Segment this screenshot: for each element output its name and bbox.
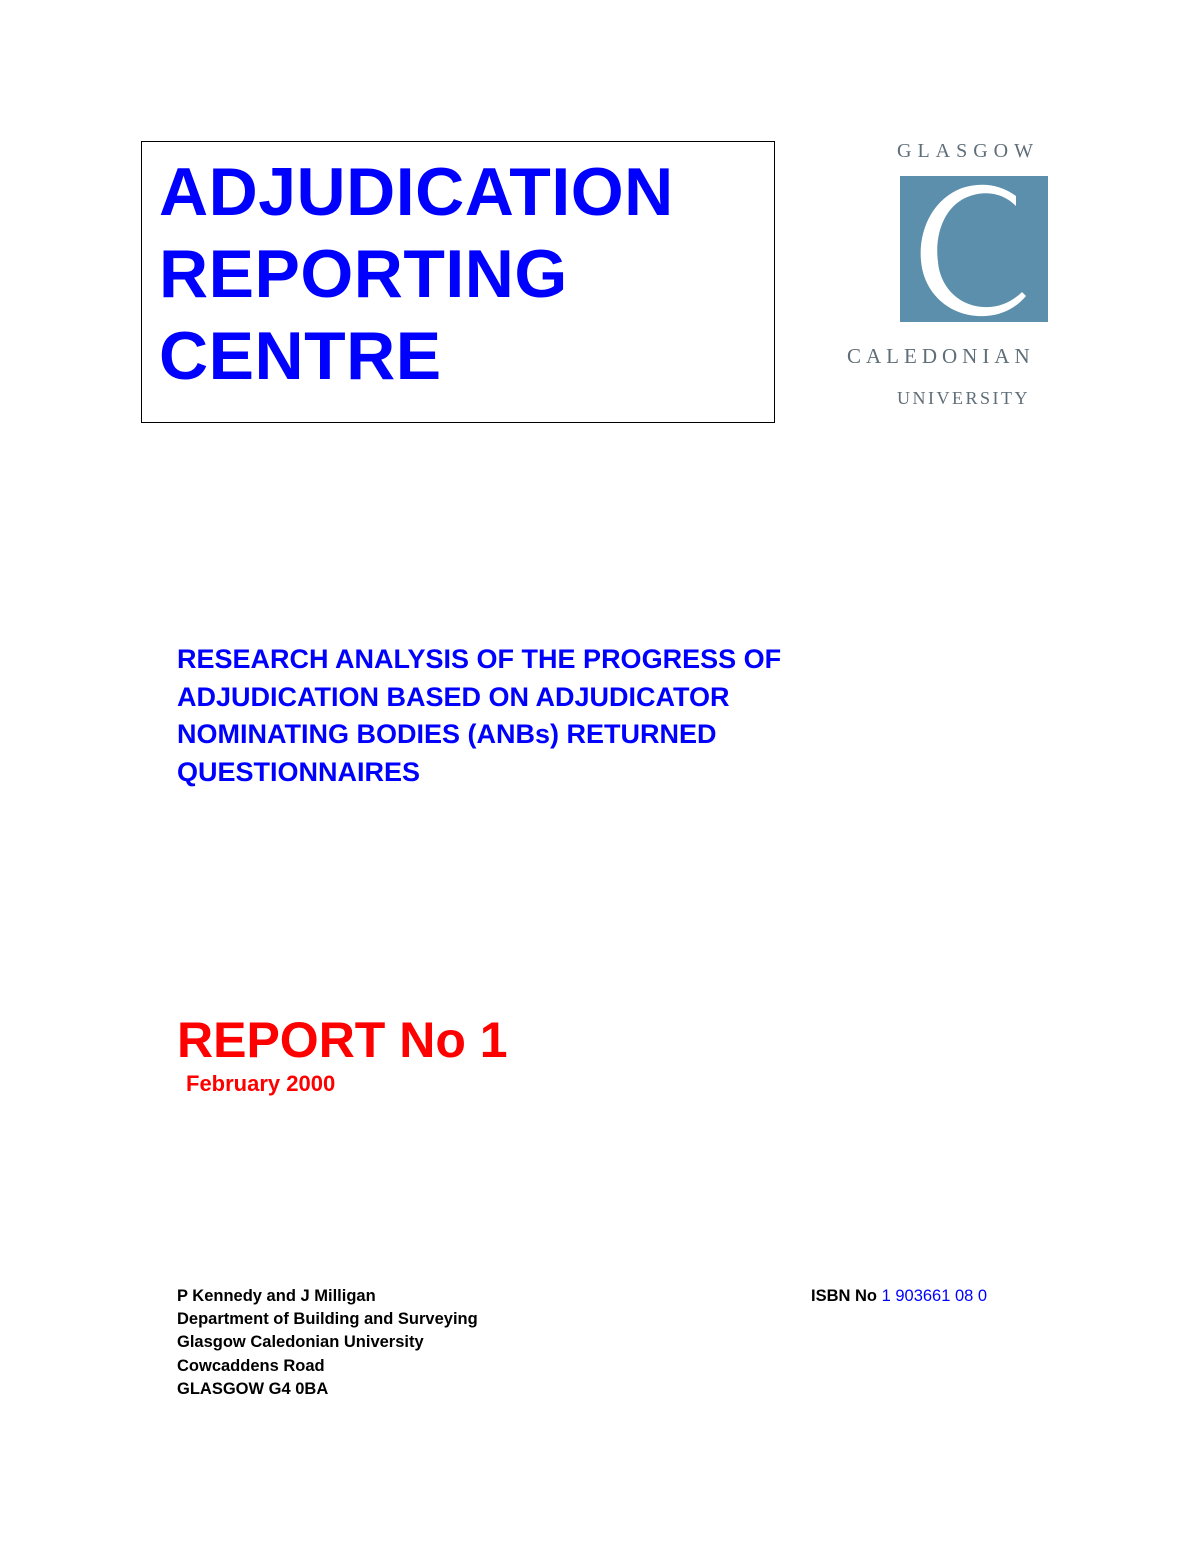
department: Department of Building and Surveying (177, 1310, 478, 1329)
isbn-number: 1 903661 08 0 (881, 1287, 988, 1305)
title-line-2: REPORTING (159, 236, 568, 312)
author-address (177, 1285, 478, 1401)
research-title-line: ADJUDICATION BASED ON ADJUDICATOR (177, 681, 730, 712)
university: Glasgow Caledonian University (177, 1333, 424, 1352)
research-title-line: QUESTIONNAIRES (177, 757, 421, 788)
author-names: P Kennedy and J Milligan (177, 1287, 376, 1305)
isbn-label: ISBN No (811, 1287, 877, 1305)
research-title-line: RESEARCH ANALYSIS OF THE PROGRESS OF (177, 644, 782, 674)
title-line-1: ADJUDICATION (159, 154, 674, 230)
title-box (141, 141, 775, 423)
logo-c-icon (900, 176, 1048, 322)
logo-middle-word: CALEDONIAN (847, 344, 1035, 368)
title-line-3: CENTRE (159, 318, 442, 394)
research-title-line: NOMINATING BODIES (ANBs) RETURNED (177, 719, 717, 750)
report-date: February 2000 (186, 1071, 336, 1096)
university-logo (845, 140, 1105, 420)
city-postcode: GLASGOW G4 0BA (177, 1379, 329, 1398)
report-number: REPORT No 1 (177, 1012, 508, 1068)
logo-top-word: GLASGOW (897, 140, 1039, 162)
isbn (811, 1285, 987, 1308)
logo-bottom-word: UNIVERSITY (897, 388, 1030, 408)
street: Cowcaddens Road (177, 1356, 325, 1375)
research-title (177, 641, 781, 792)
logo-c-emblem (900, 176, 1048, 322)
